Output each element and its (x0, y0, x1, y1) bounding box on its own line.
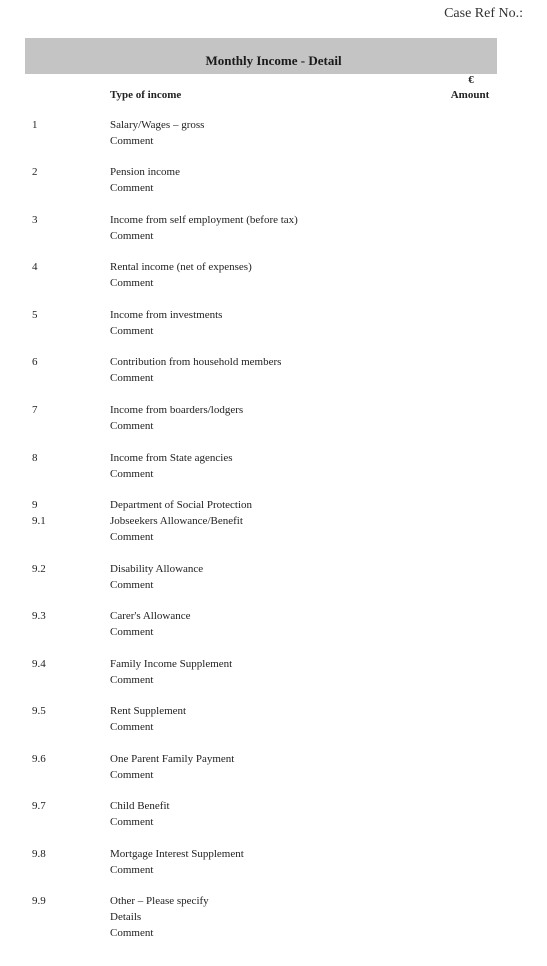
comment-label: Comment (110, 420, 154, 432)
details-label: Details (110, 911, 142, 923)
row-text (110, 561, 203, 593)
row-number (32, 846, 46, 862)
row-number-main: 9.5 (32, 705, 46, 717)
row-number (32, 450, 38, 466)
row-number-main: 9.2 (32, 563, 46, 575)
income-type-label: Disability Allowance (110, 563, 204, 575)
comment-label: Comment (110, 721, 154, 733)
row-text (110, 798, 170, 830)
row-number (32, 402, 38, 418)
row-number-main: 9.4 (32, 658, 46, 670)
row-number (32, 117, 38, 133)
row-text (110, 354, 281, 386)
comment-label: Comment (110, 769, 154, 781)
income-type-label: Other – Please specify (110, 895, 209, 907)
income-type-label: Child Benefit (110, 800, 170, 812)
row-text (110, 117, 204, 149)
income-type-label: Salary/Wages – gross (110, 119, 205, 131)
comment-label: Comment (110, 468, 154, 480)
row-number (32, 259, 38, 275)
row-text (110, 608, 190, 640)
income-type-label: Income from self employment (before tax) (110, 214, 298, 226)
comment-label: Comment (110, 230, 154, 242)
income-type-label: Pension income (110, 166, 180, 178)
row-number (32, 497, 46, 529)
row-number (32, 751, 46, 767)
amount-column-header: Amount (450, 89, 490, 101)
income-type-label: Income from State agencies (110, 452, 233, 464)
type-column-header: Type of income (110, 89, 182, 101)
comment-label: Comment (110, 927, 154, 939)
row-number-main: 1 (32, 119, 38, 131)
row-number-main: 9.7 (32, 800, 46, 812)
row-text (110, 703, 186, 735)
row-number-main: 3 (32, 214, 38, 226)
comment-label: Comment (110, 182, 154, 194)
row-text (110, 402, 243, 434)
income-type-label: Income from investments (110, 309, 223, 321)
income-type-label: Income from boarders/lodgers (110, 404, 244, 416)
row-number-sub: 9.1 (32, 515, 46, 527)
row-number (32, 164, 38, 180)
comment-label: Comment (110, 816, 154, 828)
income-type-label: Contribution from household members (110, 356, 282, 368)
row-text (110, 164, 180, 196)
comment-label: Comment (110, 626, 154, 638)
row-number-main: 4 (32, 261, 38, 273)
income-type-label: Family Income Supplement (110, 658, 233, 670)
row-number-main: 9.9 (32, 895, 46, 907)
row-number (32, 354, 38, 370)
income-type-label: Rental income (net of expenses) (110, 261, 252, 273)
row-text (110, 259, 252, 291)
row-number-main: 6 (32, 356, 38, 368)
row-number-main: 9.3 (32, 610, 46, 622)
currency-symbol: € (468, 74, 474, 86)
income-type-label: Mortgage Interest Supplement (110, 848, 244, 860)
row-number-main: 5 (32, 309, 38, 321)
row-text (110, 846, 244, 878)
row-number (32, 798, 46, 814)
row-number-main: 8 (32, 452, 38, 464)
row-text (110, 307, 222, 339)
row-number (32, 307, 38, 323)
row-number-main: 9 (32, 499, 38, 511)
income-type-label: One Parent Family Payment (110, 753, 235, 765)
comment-label: Comment (110, 325, 154, 337)
row-number (32, 656, 46, 672)
comment-label: Comment (110, 674, 154, 686)
comment-label: Comment (110, 579, 154, 591)
row-text (110, 656, 232, 688)
comment-label: Comment (110, 864, 154, 876)
case-ref-label: Case Ref No.: (444, 6, 523, 21)
row-number-main: 2 (32, 166, 38, 178)
row-number (32, 893, 46, 909)
row-number-main: 9.6 (32, 753, 46, 765)
income-type-label: Rent Supplement (110, 705, 187, 717)
row-text (110, 751, 234, 783)
row-number (32, 703, 46, 719)
comment-label: Comment (110, 531, 154, 543)
income-type-label: Jobseekers Allowance/Benefit (110, 515, 243, 527)
row-text (110, 893, 209, 941)
comment-label: Comment (110, 277, 154, 289)
income-type-label: Department of Social Protection (110, 499, 253, 511)
row-number-main: 9.8 (32, 848, 46, 860)
section-title: Monthly Income - Detail (205, 53, 342, 68)
comment-label: Comment (110, 372, 154, 384)
row-number (32, 608, 46, 624)
comment-label: Comment (110, 135, 154, 147)
row-number (32, 561, 46, 577)
row-text (110, 497, 252, 545)
row-number (32, 212, 38, 228)
row-text (110, 450, 232, 482)
row-text (110, 212, 298, 244)
row-number-main: 7 (32, 404, 38, 416)
income-type-label: Carer's Allowance (110, 610, 191, 622)
